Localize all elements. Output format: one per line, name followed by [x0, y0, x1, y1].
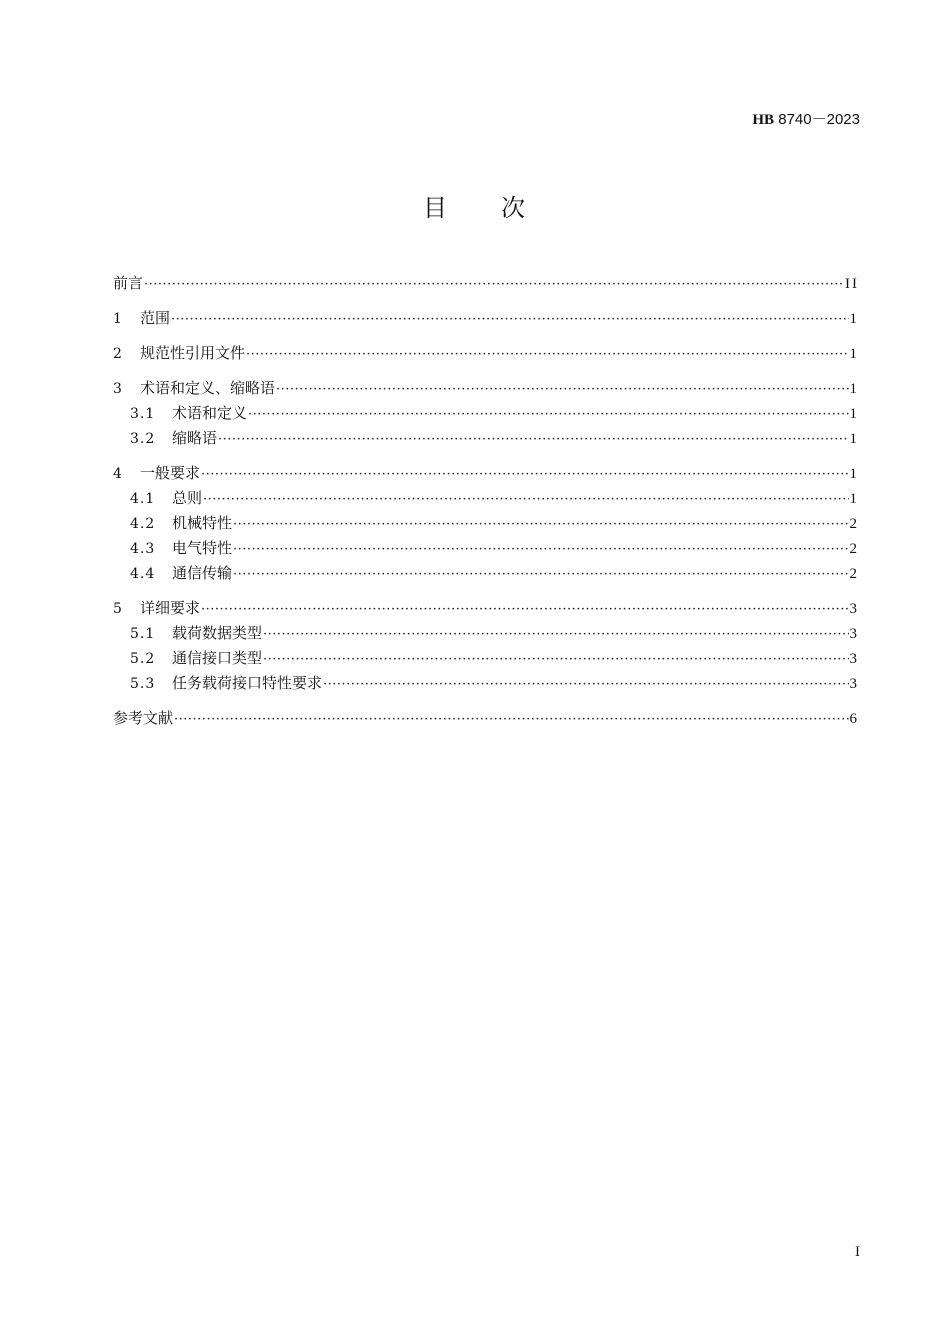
page-title: 目 次 — [423, 194, 527, 222]
toc-leader-dots — [246, 344, 848, 366]
toc-entry-page: 3 — [849, 626, 859, 642]
standard-code-number: 8740－2023 — [778, 111, 860, 128]
toc-entry-normative-references[interactable] — [113, 342, 859, 367]
toc-entry-label: 范围 — [140, 309, 171, 327]
toc-leader-dots — [203, 489, 848, 511]
toc-entry-page: 1 — [849, 406, 859, 422]
toc-entry-label: 术语和定义、缩略语 — [140, 379, 276, 397]
toc-entry-number: 4.2 — [130, 516, 156, 532]
toc-entry-payload-data[interactable] — [113, 622, 859, 647]
toc-leader-dots — [263, 624, 848, 646]
toc-leader-dots — [276, 379, 848, 401]
toc-entry-page: 1 — [849, 431, 859, 447]
toc-entry-number: 2 — [113, 346, 123, 362]
toc-entry-page: 1 — [849, 381, 859, 397]
toc-entry-page: 1 — [849, 346, 859, 362]
toc-entry-page: 2 — [849, 566, 859, 582]
toc-leader-dots — [171, 309, 848, 331]
toc-entry-label: 前言 — [113, 274, 144, 292]
toc-entry-label: 规范性引用文件 — [140, 344, 246, 362]
toc-entry-page: 3 — [849, 676, 859, 692]
toc-entry-number: 3 — [113, 381, 123, 397]
toc-entry-page: 1 — [849, 311, 859, 327]
toc-entry-label: 通信传输 — [172, 564, 233, 582]
toc-entry-label: 缩略语 — [172, 429, 218, 447]
toc-entry-electrical[interactable] — [113, 537, 859, 562]
toc-leader-dots — [201, 599, 848, 621]
toc-entry-label: 术语和定义 — [172, 404, 248, 422]
toc-leader-dots — [233, 539, 848, 561]
toc-entry-mechanical[interactable] — [113, 512, 859, 537]
toc-entry-label: 电气特性 — [172, 539, 233, 557]
toc-entry-general-requirements[interactable] — [113, 462, 859, 487]
toc-entry-number: 5 — [113, 601, 123, 617]
toc-entry-terms[interactable] — [113, 377, 859, 402]
toc-entry-label: 参考文献 — [113, 709, 174, 727]
table-of-contents — [113, 272, 859, 732]
toc-entry-general[interactable] — [113, 487, 859, 512]
toc-entry-interface-types[interactable] — [113, 647, 859, 672]
toc-entry-bibliography[interactable] — [113, 707, 859, 732]
toc-entry-page: 2 — [849, 541, 859, 557]
toc-entry-communication[interactable] — [113, 562, 859, 587]
toc-leader-dots — [323, 674, 848, 696]
toc-leader-dots — [174, 709, 848, 731]
toc-entry-label: 总则 — [172, 489, 203, 507]
toc-entry-page: II — [845, 276, 859, 292]
standard-code — [752, 110, 860, 130]
toc-leader-dots — [263, 649, 848, 671]
toc-entry-number: 4.1 — [130, 491, 156, 507]
toc-entry-number: 4.4 — [130, 566, 156, 582]
toc-leader-dots — [248, 404, 848, 426]
toc-entry-number: 5.2 — [130, 651, 156, 667]
toc-entry-page: 2 — [849, 516, 859, 532]
toc-entry-label: 一般要求 — [140, 464, 201, 482]
toc-entry-page: 3 — [849, 601, 859, 617]
toc-entry-label: 任务载荷接口特性要求 — [172, 674, 323, 692]
toc-entry-label: 详细要求 — [140, 599, 201, 617]
toc-entry-number: 3.2 — [130, 431, 156, 447]
toc-entry-terms-definitions[interactable] — [113, 402, 859, 427]
toc-entry-number: 3.1 — [130, 406, 156, 422]
page-number: I — [855, 1244, 860, 1260]
toc-leader-dots — [144, 274, 844, 296]
toc-entry-number: 5.3 — [130, 676, 156, 692]
toc-leader-dots — [201, 464, 848, 486]
toc-entry-page: 6 — [849, 711, 859, 727]
toc-entry-label: 载荷数据类型 — [172, 624, 263, 642]
toc-entry-page: 3 — [849, 651, 859, 667]
toc-entry-page: 1 — [849, 491, 859, 507]
toc-entry-number: 4 — [113, 466, 123, 482]
toc-entry-abbreviations[interactable] — [113, 427, 859, 452]
toc-entry-label: 通信接口类型 — [172, 649, 263, 667]
toc-entry-label: 机械特性 — [172, 514, 233, 532]
toc-entry-number: 5.1 — [130, 626, 156, 642]
toc-leader-dots — [218, 429, 848, 451]
toc-entry-foreword[interactable] — [113, 272, 859, 297]
toc-entry-detailed-requirements[interactable] — [113, 597, 859, 622]
toc-entry-scope[interactable] — [113, 307, 859, 332]
toc-leader-dots — [233, 564, 848, 586]
toc-entry-page: 1 — [849, 466, 859, 482]
toc-entry-number: 1 — [113, 311, 123, 327]
toc-entry-payload-interface[interactable] — [113, 672, 859, 697]
toc-entry-number: 4.3 — [130, 541, 156, 557]
toc-leader-dots — [233, 514, 848, 536]
standard-code-prefix: HB — [752, 112, 775, 128]
